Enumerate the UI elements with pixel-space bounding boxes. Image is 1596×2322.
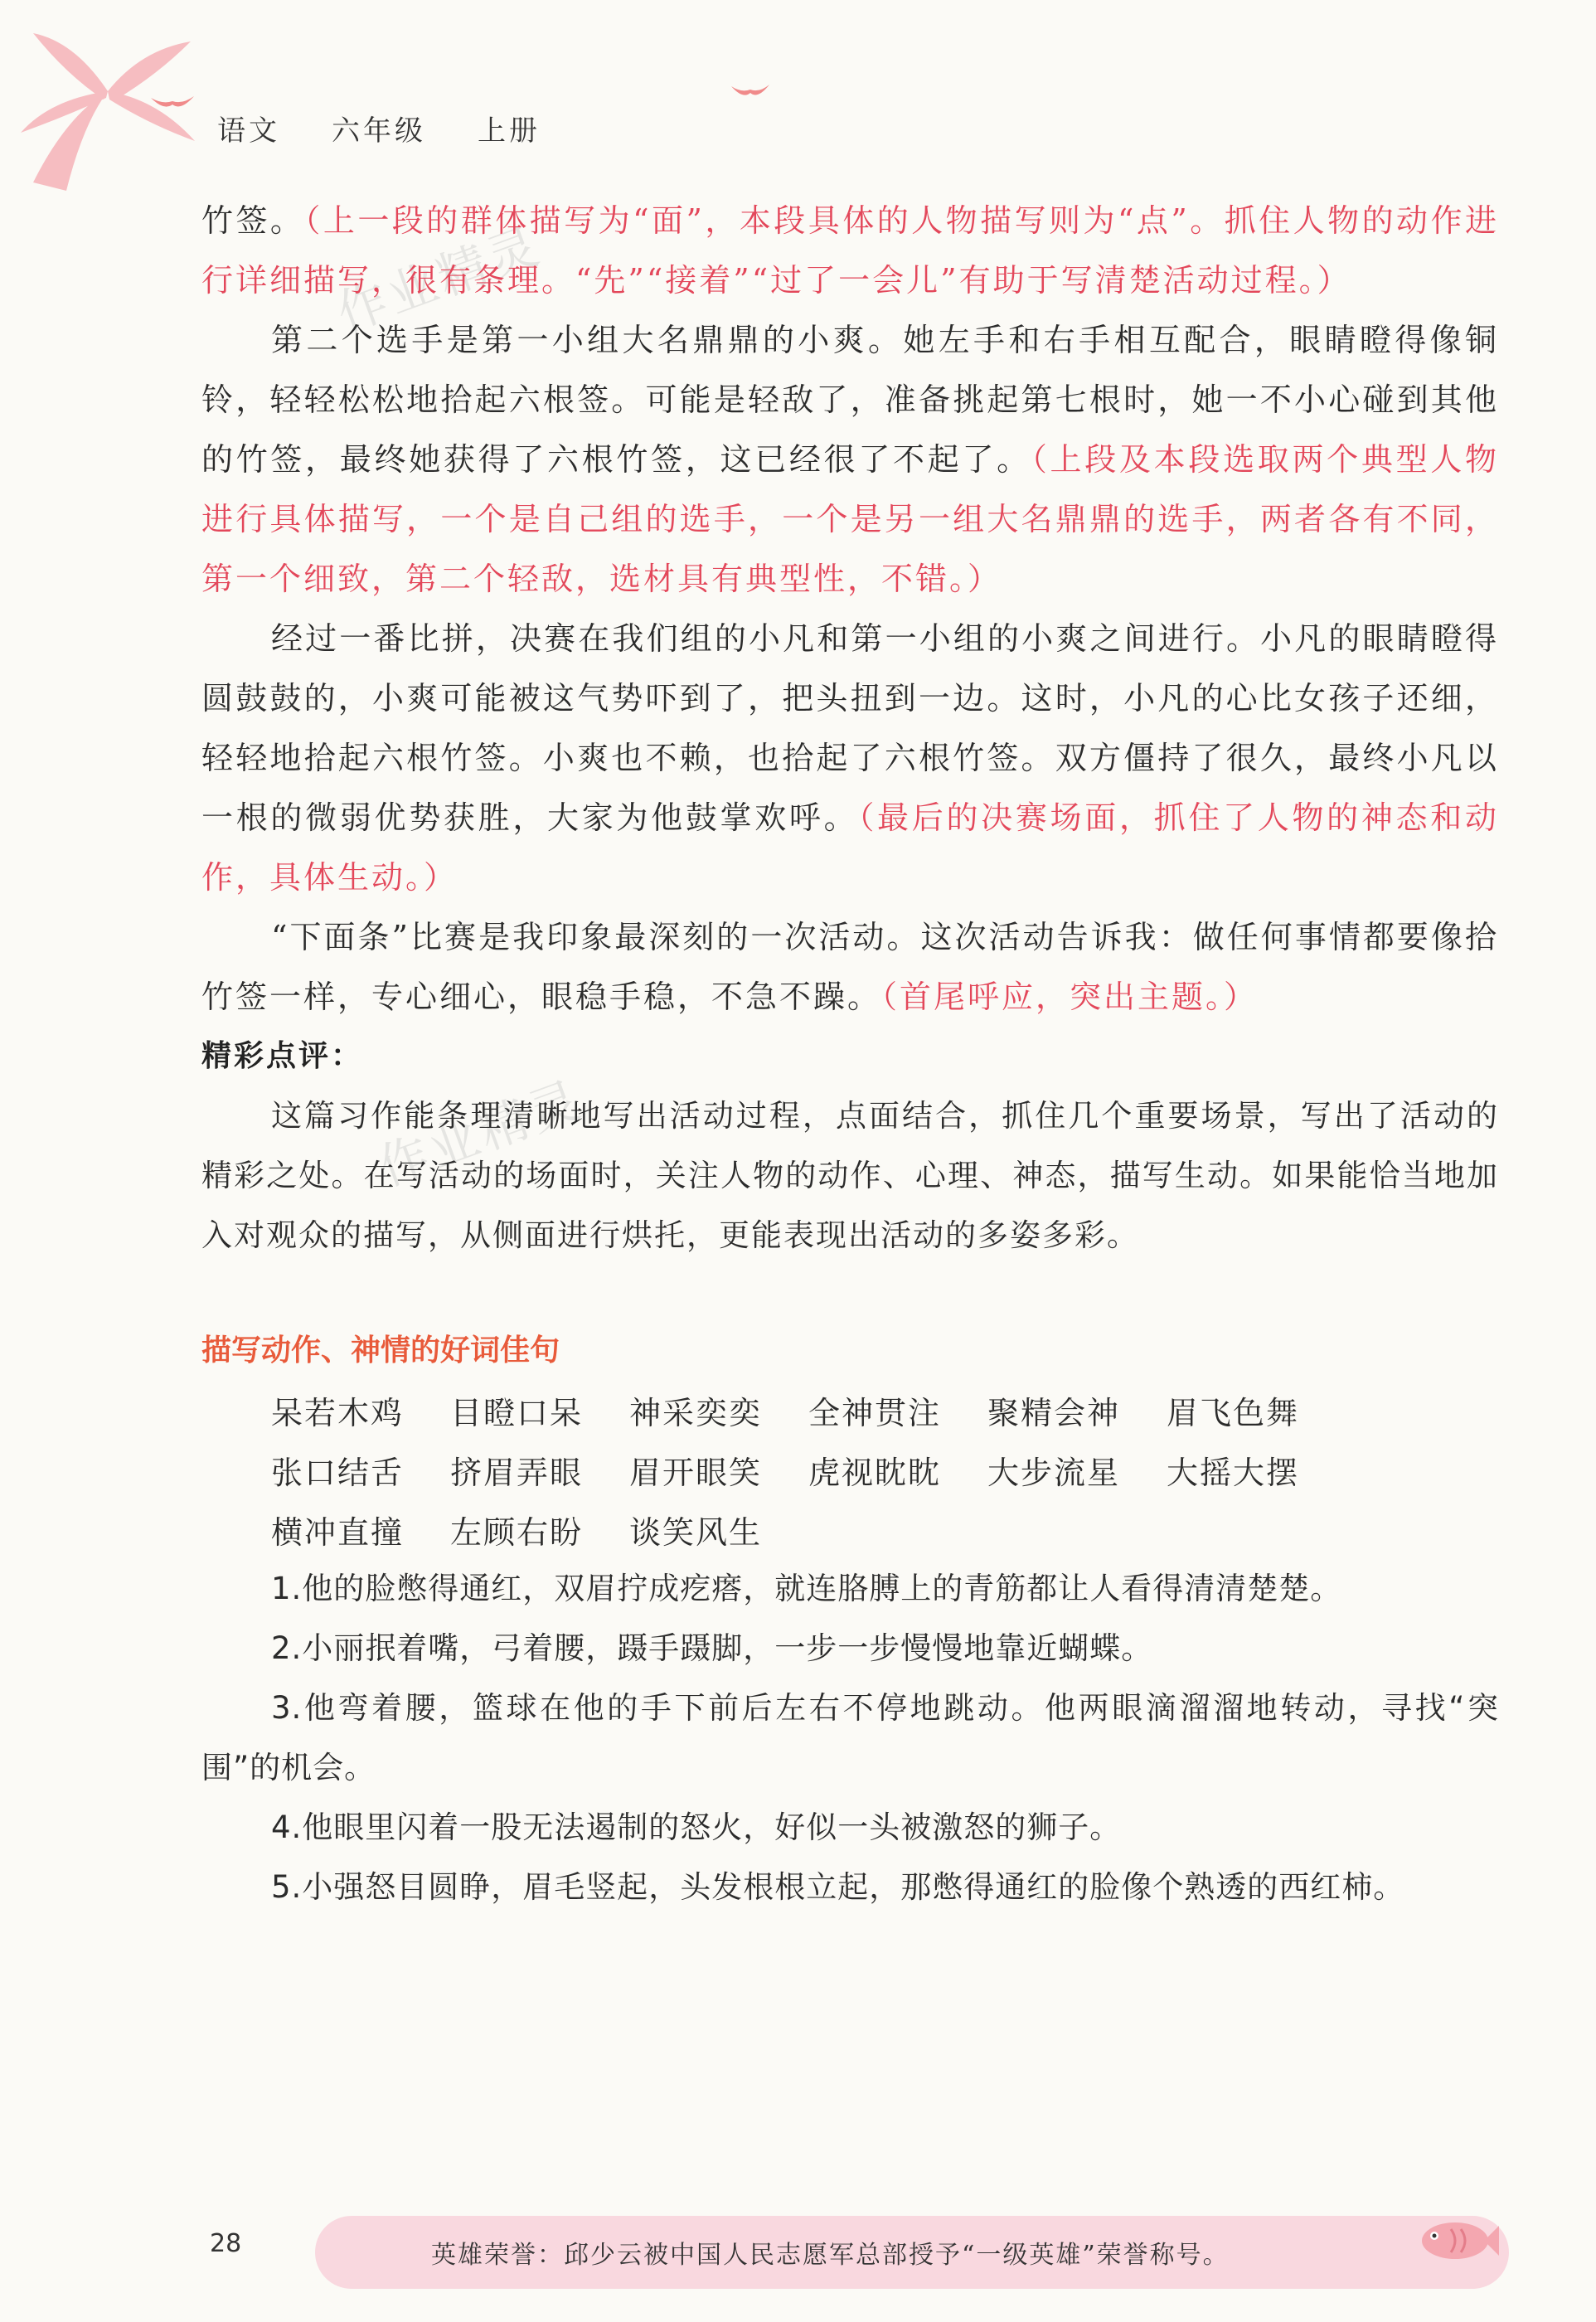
- watermark: 作业精灵: [371, 1071, 590, 1198]
- header-subject: 语文: [217, 114, 280, 148]
- word-item: 虎视眈眈: [808, 1455, 942, 1491]
- paragraph-text: 竹签。: [201, 202, 305, 239]
- word-item: 张口结舌: [271, 1455, 405, 1491]
- paragraph-text: “下面条”比赛是我印象最深刻的一次活动。这次活动告诉我：做任何事情都要像拾竹签一样，专心细心，眼稳手稳，不急不躁。: [201, 919, 1499, 1015]
- good-sentences-list: [201, 1559, 1499, 1917]
- paragraph-annotation: （上一段的群体描写为“面”，本段具体的人物描写则为“点”。抓住人物的动作进行详细描写，很有条理。“先”“接着”“过了一会儿”有助于写清楚活动过程。）: [201, 202, 1499, 299]
- watermark: 作业精灵: [329, 216, 549, 344]
- word-item: 挤眉弄眼: [450, 1455, 584, 1491]
- good-words-list: [271, 1383, 1515, 1562]
- sentence-item: 1.他的脸憋得通红，双眉拧成疙瘩，就连胳膊上的青筋都让人看得清清楚楚。: [271, 1571, 1342, 1606]
- paragraph-annotation: （上段及本段选取两个典型人物进行具体描写，一个是自己组的选手，一个是另一组大名鼎鼎的选手，两者各有不同，第一个细致，第二个轻敌，选材具有典型性，不错。）: [201, 441, 1499, 597]
- sentence-item: 3.他弯着腰，篮球在他的手下前后左右不停地跳动。他两眼滴溜溜地转动，寻找“突围”的机会。: [201, 1690, 1499, 1785]
- essay-paragraph: [201, 310, 1499, 609]
- paragraph-annotation: （最后的决赛场面，抓住了人物的神态和动作，具体生动。）: [201, 799, 1499, 896]
- footer-banner-text: 英雄荣誉：邱少云被中国人民志愿军总部授予“一级英雄”荣誉称号。: [431, 2241, 1230, 2270]
- comment-title: 精彩点评：: [201, 1039, 364, 1073]
- word-item: 眉开眼笑: [629, 1455, 763, 1491]
- word-item: 横冲直撞: [271, 1514, 405, 1551]
- bird-icon: [730, 83, 771, 106]
- sentence-item: 4.他眼里闪着一股无法遏制的怒火，好似一头被激怒的狮子。: [271, 1810, 1122, 1845]
- fish-decoration-icon: [1409, 2206, 1501, 2272]
- essay-paragraph: [201, 191, 1499, 310]
- word-item: 聚精会神: [987, 1395, 1121, 1431]
- paragraph-annotation: （首尾呼应，突出主题。）: [881, 979, 1259, 1015]
- essay-paragraph: [201, 907, 1499, 1027]
- sentence-item: 2.小丽抿着嘴，弓着腰，蹑手蹑脚，一步一步慢慢地靠近蝴蝶。: [271, 1630, 1153, 1666]
- word-item: 大摇大摆: [1167, 1455, 1300, 1491]
- header-grade: 六年级: [332, 114, 426, 148]
- word-item: 全神贯注: [808, 1395, 942, 1431]
- word-item: 神采奕奕: [629, 1395, 763, 1431]
- page-number: 28: [210, 2229, 242, 2258]
- word-item: 目瞪口呆: [450, 1395, 584, 1431]
- word-item: 眉飞色舞: [1167, 1395, 1300, 1431]
- word-item: 大步流星: [987, 1455, 1121, 1491]
- paragraph-text: 经过一番比拼，决赛在我们组的小凡和第一小组的小爽之间进行。小凡的眼睛瞪得圆鼓鼓的，小爽可能被这气势吓到了，把头扭到一边。这时，小凡的心比女孩子还细，轻轻地拾起六根竹签。小爽也不赖，也拾起了六根竹签。双方僵持了很久，最终小凡以一根的微弱优势获胜，大家为他鼓掌欢呼。: [201, 620, 1499, 836]
- word-item: 谈笑风生: [629, 1514, 763, 1551]
- essay-paragraph: [201, 609, 1499, 907]
- page-header: [217, 108, 592, 148]
- word-item: 呆若木鸡: [271, 1395, 405, 1431]
- bird-icon: [149, 93, 196, 118]
- paragraph-text: 第二个选手是第一小组大名鼎鼎的小爽。她左手和右手相互配合，眼睛瞪得像铜铃，轻轻松松地拾起六根签。可能是轻敌了，准备挑起第七根时，她一不小心碰到其他的竹签，最终她获得了六根竹签，这已经很了不起了。: [201, 322, 1499, 478]
- word-item: 左顾右盼: [450, 1514, 584, 1551]
- header-volume: 上册: [478, 114, 541, 148]
- section-title: 描写动作、神情的好词佳句: [201, 1333, 560, 1367]
- comment-text: 这篇习作能条理清晰地写出活动过程，点面结合，抓住几个重要场景，写出了活动的精彩之处。在写活动的场面时，关注人物的动作、心理、神态，描写生动。如果能恰当地加入对观众的描写，从侧面进行烘托，更能表现出活动的多姿多彩。: [201, 1098, 1499, 1253]
- sentence-item: 5.小强怒目圆睁，眉毛竖起，头发根根立起，那憋得通红的脸像个熟透的西红柿。: [271, 1869, 1405, 1905]
- essay-body: [201, 191, 1499, 1265]
